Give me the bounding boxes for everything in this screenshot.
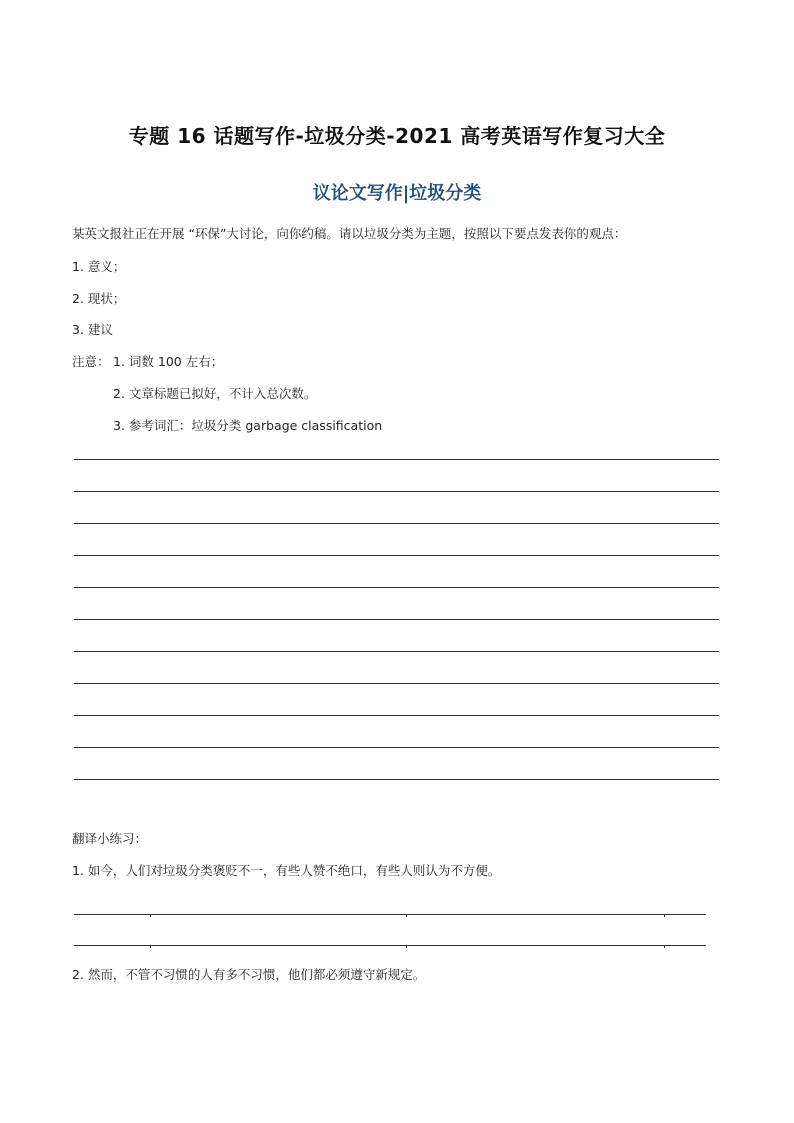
translation-item-1: 1. 如今，人们对垃圾分类褒贬不一，有些人赞不绝口，有些人则认为不方便。 [72,863,501,878]
line-tick [150,945,151,948]
line-tick [406,945,407,948]
line-tick [664,945,665,948]
note-2: 2. 文章标题已拟好，不计入总次数。 [113,386,317,401]
writing-line[interactable] [74,779,719,780]
writing-line[interactable] [74,459,719,460]
line-tick [406,914,407,917]
translation-item-2: 2. 然而，不管不习惯的人有多不习惯，他们都必须遵守新规定。 [72,967,426,982]
writing-line[interactable] [74,747,719,748]
writing-line[interactable] [74,555,719,556]
answer-line[interactable] [74,945,706,946]
notes-label: 注意： [72,354,110,369]
writing-line[interactable] [74,683,719,684]
writing-line[interactable] [74,715,719,716]
writing-line[interactable] [74,587,719,588]
prompt-point-3: 3. 建议 [72,322,113,337]
line-tick [664,914,665,917]
writing-line[interactable] [74,619,719,620]
prompt-point-1: 1. 意义； [72,259,126,274]
translation-heading: 翻译小练习： [72,831,148,846]
note-1: 1. 词数 100 左右； [113,354,224,369]
document-title: 专题 16 话题写作-垃圾分类-2021 高考英语写作复习大全 [128,124,666,148]
writing-line[interactable] [74,523,719,524]
writing-line[interactable] [74,651,719,652]
note-3: 3. 参考词汇：垃圾分类 garbage classification [113,418,383,433]
answer-line[interactable] [74,914,706,915]
prompt-intro: 某英文报社正在开展 “环保”大讨论，向你约稿。请以垃圾分类为主题，按照以下要点发表你的观点： [72,226,627,241]
document-subtitle: 议论文写作|垃圾分类 [312,183,482,204]
writing-line[interactable] [74,491,719,492]
prompt-point-2: 2. 现状； [72,291,126,306]
line-tick [150,914,151,917]
